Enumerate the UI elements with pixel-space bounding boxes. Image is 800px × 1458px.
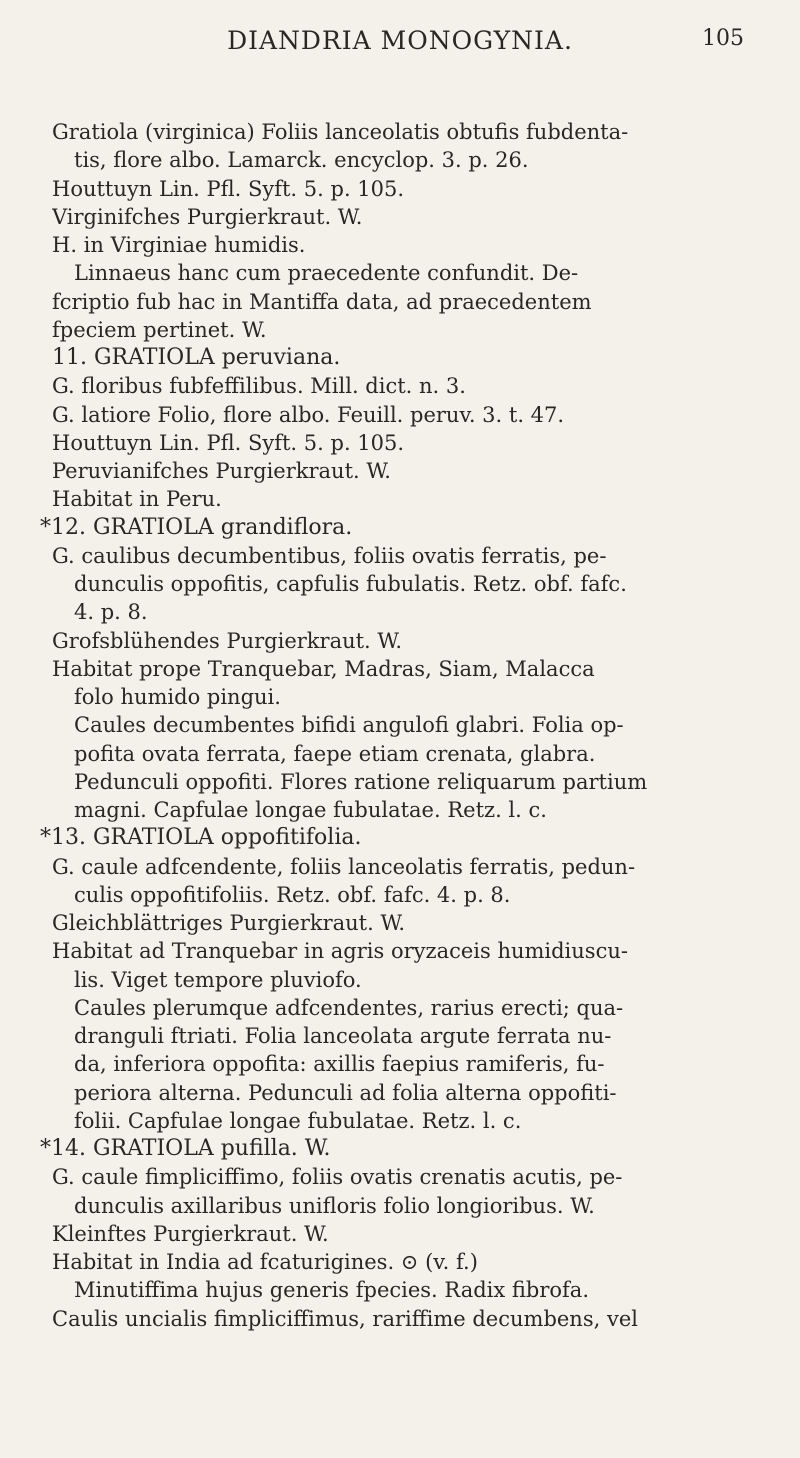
text-line: Gratiola (virginica) Foliis lanceolatis obtufis fubdenta- bbox=[52, 120, 629, 144]
text-line: fcriptio fub hac in Mantiffa data, ad praecedentem bbox=[52, 289, 592, 314]
species-heading: *13. GRATIOLA oppofitifolia. bbox=[40, 825, 362, 851]
text-line: dunculis axillaribus unifloris folio longioribus. W. bbox=[74, 1193, 595, 1218]
text-line: Caulis uncialis fimpliciffimus, rariffime decumbens, vel bbox=[52, 1306, 638, 1331]
text-line: periora alterna. Pedunculi ad folia alterna oppofiti- bbox=[74, 1080, 617, 1105]
text-line: dranguli ftriati. Folia lanceolata argute ferrata nu- bbox=[74, 1024, 612, 1048]
text-line: Virginifches Purgierkraut. W. bbox=[52, 204, 363, 229]
text-line: Habitat in Peru. bbox=[52, 487, 222, 512]
text-line: G. latiore Folio, flore albo. Feuill. peruv. 3. t. 47. bbox=[52, 402, 565, 427]
text-line: tis, flore albo. Lamarck. encyclop. 3. p. 26. bbox=[74, 148, 529, 173]
page-number: 105 bbox=[702, 26, 744, 51]
text-line: G. caule adfcendente, foliis lanceolatis ferratis, pedun- bbox=[52, 854, 636, 879]
text-line: H. in Virginiae humidis. bbox=[52, 233, 306, 257]
text-line: G. floribus fubfeffilibus. Mill. dict. n. 3. bbox=[52, 374, 466, 399]
text-line: Houttuyn Lin. Pfl. Syft. 5. p. 105. bbox=[52, 176, 405, 201]
text-line: Habitat ad Tranquebar in agris oryzaceis humidiuscu- bbox=[52, 939, 628, 964]
text-line: folo humido pingui. bbox=[74, 685, 281, 709]
text-line: G. caulibus decumbentibus, foliis ovatis ferratis, pe- bbox=[52, 543, 607, 568]
text-line: 4. p. 8. bbox=[74, 600, 148, 625]
text-line: Pedunculi oppofiti. Flores ratione reliquarum partium bbox=[74, 769, 648, 794]
body-text bbox=[40, 118, 764, 1333]
text-line: Grofsblühendes Purgierkraut. W. bbox=[52, 628, 402, 653]
text-line: G. caule fimpliciffimo, foliis ovatis crenatis acutis, pe- bbox=[52, 1165, 623, 1190]
text-line: Houttuyn Lin. Pfl. Syft. 5. p. 105. bbox=[52, 430, 405, 455]
text-line: culis oppofitifoliis. Retz. obf. fafc. 4. p. 8. bbox=[74, 882, 511, 907]
text-line: Caules decumbentes bifidi angulofi glabri. Folia op- bbox=[74, 713, 624, 738]
text-line: Peruvianifches Purgierkraut. W. bbox=[52, 459, 391, 483]
species-heading: *12. GRATIOLA grandiflora. bbox=[40, 514, 353, 540]
text-line: magni. Capfulae longae fubulatae. Retz. l. c. bbox=[74, 798, 547, 822]
text-line: Habitat prope Tranquebar, Madras, Siam, Malacca bbox=[52, 656, 595, 681]
text-line: Caules plerumque adfcendentes, rarius erecti; qua- bbox=[74, 995, 624, 1020]
text-line: dunculis oppofitis, capfulis fubulatis. Retz. obf. fafc. bbox=[74, 572, 627, 596]
text-line: da, inferiora oppofita: axillis faepius ramiferis, fu- bbox=[74, 1052, 605, 1077]
text-line: lis. Viget tempore pluviofo. bbox=[74, 967, 362, 992]
running-header bbox=[0, 14, 800, 62]
text-line: Linnaeus hanc cum praecedente confundit. De- bbox=[74, 261, 579, 286]
species-heading: 11. GRATIOLA peruviana. bbox=[52, 345, 341, 370]
text-line: fpeciem pertinet. W. bbox=[52, 317, 267, 342]
text-line: pofita ovata ferrata, faepe etiam crenata, glabra. bbox=[74, 741, 596, 766]
running-title: DIANDRIA MONOGYNIA. bbox=[227, 26, 573, 55]
text-line: folii. Capfulae longae fubulatae. Retz. l. c. bbox=[74, 1108, 522, 1133]
text-line: Kleinftes Purgierkraut. W. bbox=[52, 1221, 329, 1246]
species-heading: *14. GRATIOLA pufilla. W. bbox=[40, 1136, 331, 1161]
text-line: Gleichblättriges Purgierkraut. W. bbox=[52, 911, 406, 935]
text-line: Habitat in India ad fcaturigines. ⊙ (v. f.) bbox=[52, 1250, 478, 1274]
text-line: Minutiffima hujus generis fpecies. Radix fibrofa. bbox=[74, 1278, 590, 1303]
